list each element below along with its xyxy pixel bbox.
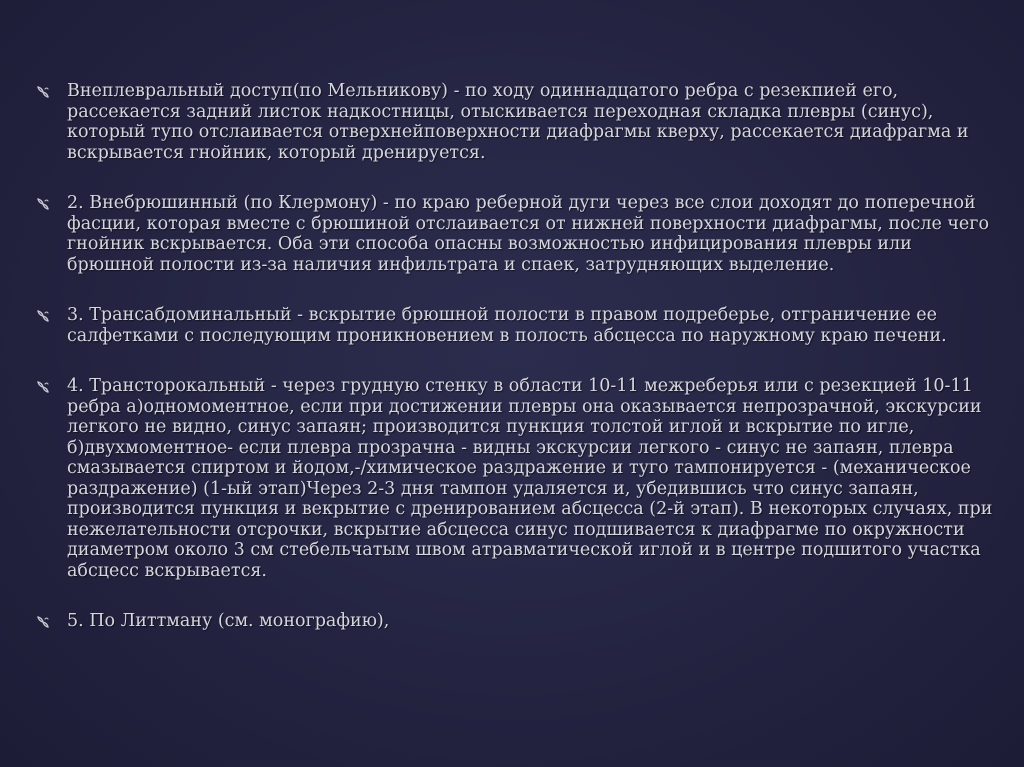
bullet-list — [36, 81, 996, 662]
bullet-item — [36, 193, 996, 275]
bullet-item — [36, 81, 996, 163]
bullet-text: 4. Трансторокальный - через грудную стенку в области 10-11 межреберья или с резекцией 10-11 ребра а)одномоментное, если при достижении плевры она оказывается непрозрачной, экскурсии легкого не видно, синус запаян; производится пункция толстой иглой и вскрытие по игле, б)двухмоментное- если плевра прозрачна - видны экскурсии легкого - синус не запаян, плевра смазывается спиртом и йодом,-/химическое раздражение и туго тампонируется - (механическое раздражение) (1-ый этап)Через 2-3 дня тампон удаляется и, убедившись что синус запаян, производится пункция и векрытие с дренированием абсцесса (2-й этап). В некоторых случаях, при нежелательности отсрочки, вскрытие абсцесса синус подшивается к диафрагме по окружности диаметром около 3 см стебельчатым швом атравматической иглой и в центре подшитого участка абсцесс вскрывается. — [67, 376, 993, 581]
bullet-text: Внеплевральный доступ(по Мельникову) - по ходу одиннадцатого ребра с резекпией его, рассекается задний листок надкостницы, отыскивается переходная складка плевры (синус), который тупо отслаивается отверхнейповерхности диафрагмы кверху, рассекается диафрагма и вскрывается гнойник, который дренируется. — [67, 81, 969, 163]
curl-bullet-icon — [36, 380, 50, 394]
curl-bullet-icon — [36, 197, 50, 211]
bullet-text: 5. По Литтману (см. монографию), — [67, 611, 390, 631]
bullet-item — [36, 376, 996, 581]
bullet-item — [36, 611, 996, 632]
bullet-text: 2. Внебрюшинный (по Клермону) - по краю реберной дуги через все слои доходят до поперечной фасции, которая вместе с брюшиной отслаивается от нижней поверхности диафрагмы, после чего гнойник вскрывается. Оба эти способа опасны возможностью инфицирования плевры или брюшной полости из-за наличия инфильтрата и спаек, затрудняющих выделение. — [67, 193, 989, 275]
curl-bullet-icon — [36, 85, 50, 99]
curl-bullet-icon — [36, 309, 50, 323]
bullet-text: 3. Трансабдоминальный - вскрытие брюшной полости в правом подреберье, отграничение ее салфетками с последующим проникновением в полость абсцесса по наружному краю печени. — [67, 305, 947, 346]
curl-bullet-icon — [36, 615, 50, 629]
bullet-item — [36, 305, 996, 346]
